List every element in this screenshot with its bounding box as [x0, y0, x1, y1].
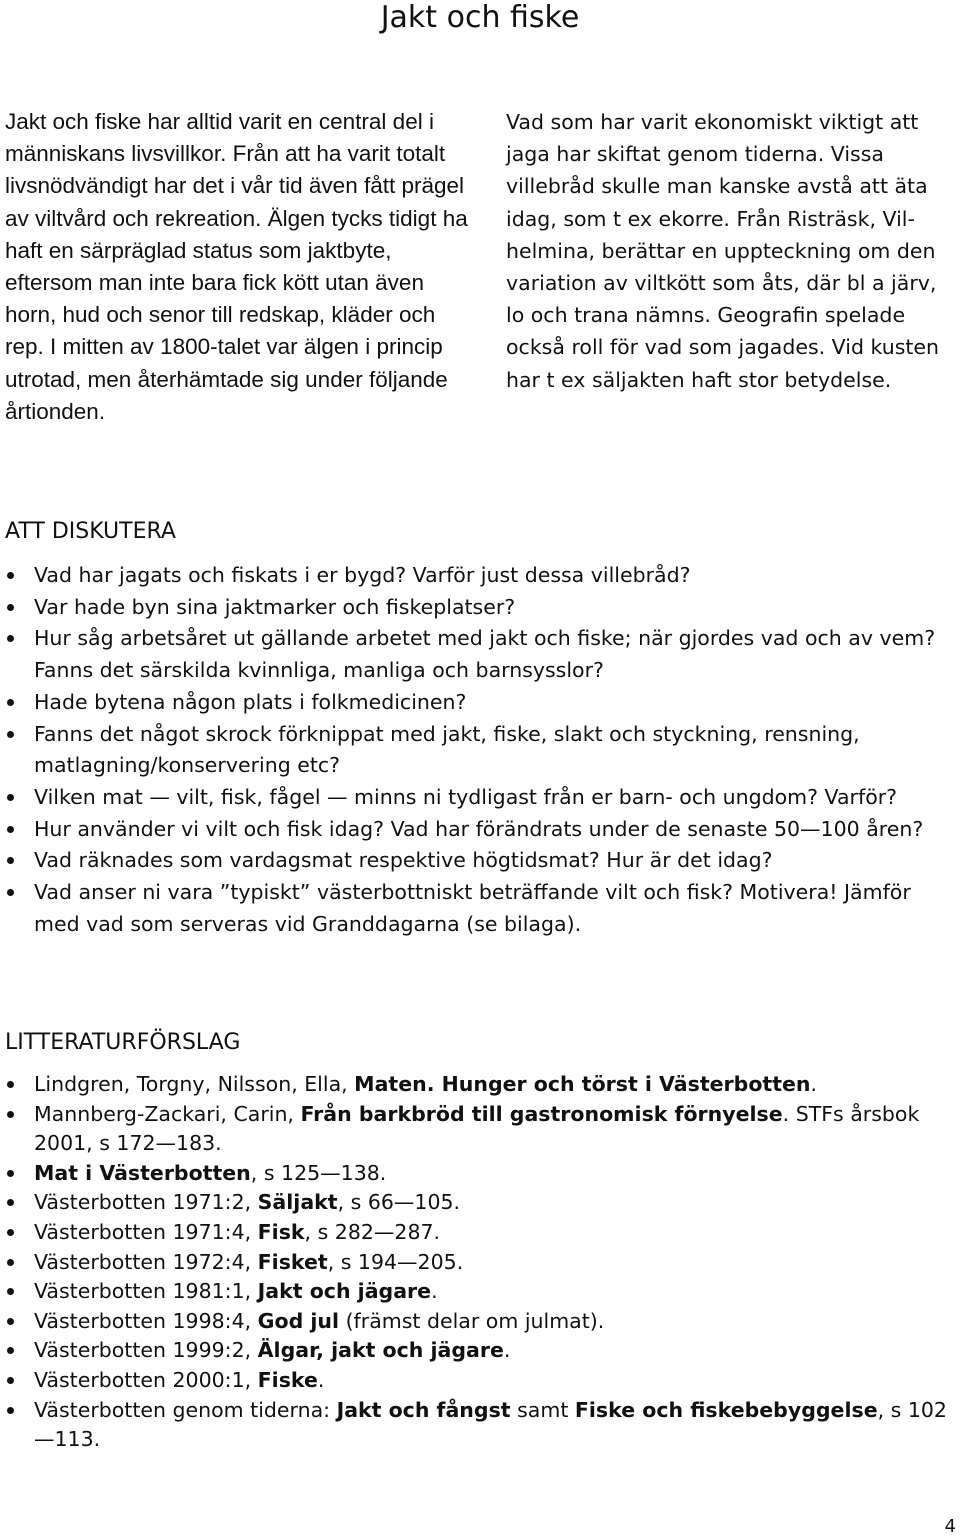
literature-author: Lindgren, Torgny, Nilsson, Ella,	[34, 1072, 355, 1096]
literature-list	[5, 1070, 955, 1455]
literature-title: Säljakt	[257, 1190, 338, 1215]
literature-details: .	[810, 1072, 818, 1096]
literature-author: Mannberg-Zackari, Carin,	[34, 1101, 301, 1126]
intro-right-paragraph	[506, 106, 958, 396]
literature-title: Fiske	[257, 1367, 318, 1392]
literature-details-secondary: , s 102—113.	[34, 1397, 947, 1452]
literature-title: God jul	[257, 1308, 340, 1333]
literature-item	[5, 1159, 955, 1189]
literature-details: .	[503, 1338, 511, 1363]
literature-author: Västerbotten 1981:1,	[34, 1279, 258, 1304]
literature-author: Västerbotten 2000:1,	[34, 1367, 258, 1392]
literature-author: Västerbotten 1972:4,	[34, 1249, 258, 1274]
literature-item	[5, 1307, 955, 1337]
literature-title: Jakt och jägare	[257, 1279, 432, 1304]
literature-details: (främst delar om julmat).	[339, 1308, 605, 1333]
literature-details: .	[431, 1279, 438, 1304]
literature-item	[5, 1188, 955, 1218]
page-title: Jakt och fiske	[380, 0, 580, 35]
literature-title-secondary: Fiske och fiskebebyggelse	[574, 1397, 878, 1422]
intro-right-text-b: helmina, berättar en uppteckning om den variation av viltkött som åts, där bl a järv, lo och trana nämns. Geografin spelade också roll för vad som jagades. Vid kusten har t ex säljakten haft stor betydelse.	[506, 238, 940, 392]
intro-left-paragraph: Jakt och fiske har alltid varit en central del i människans livsvillkor. Från att ha varit totalt livsnödvändigt har det i vår tid även fått prägel av viltvård och rekreation. Älgen tycks tidigt ha haft en särpräglad status som jaktbyte, eftersom man inte bara fick kött utan även horn, hud och senor till redskap, kläder och rep. I mitten av 1800-talet var älgen i princip utrotad, men återhämtade sig under följande årtionden.	[5, 109, 468, 424]
discussion-list	[5, 560, 955, 940]
literature-details: samt	[510, 1397, 575, 1422]
literature-item	[5, 1248, 955, 1278]
literature-author: Västerbotten 1998:4,	[34, 1308, 258, 1333]
discussion-question: Vad räknades som vardagsmat respektive högtidsmat? Hur är det idag?	[5, 845, 955, 877]
literature-details: , s 66—105.	[337, 1190, 461, 1215]
literature-author: Västerbotten genom tiderna:	[34, 1397, 337, 1422]
literature-author: Västerbotten 1971:4,	[34, 1219, 258, 1244]
literature-details: , s 194—205.	[327, 1249, 464, 1274]
literature-title: Maten. Hunger och törst i Västerbotten	[354, 1072, 811, 1096]
literature-title: Från barkbröd till gastronomisk förnyelse	[300, 1101, 783, 1126]
literature-heading: LITTERATURFÖRSLAG	[5, 1030, 241, 1055]
discussion-question: Hur såg arbetsåret ut gällande arbetet med jakt och fiske; när gjordes vad och av vem? Fanns det särskilda kvinnliga, manliga och barnsysslor?	[5, 623, 955, 686]
literature-details: , s 282—287.	[304, 1219, 441, 1244]
discussion-question: Fanns det något skrock förknippat med jakt, fiske, slakt och styckning, rensning, matlagning/konservering etc?	[5, 719, 955, 782]
literature-title: Fisket	[257, 1249, 328, 1274]
literature-item	[5, 1277, 955, 1307]
literature-author: Västerbotten 1999:2,	[34, 1338, 258, 1363]
literature-item	[5, 1070, 955, 1100]
page-number: 4	[944, 1516, 956, 1537]
discussion-heading: ATT DISKUTERA	[5, 519, 176, 544]
literature-details: .	[317, 1367, 325, 1392]
literature-item	[5, 1366, 955, 1396]
literature-author: Västerbotten 1971:2,	[34, 1190, 258, 1215]
discussion-question: Vilken mat — vilt, fisk, fågel — minns ni tydligast från er barn- och ungdom? Varför?	[5, 782, 955, 814]
literature-item	[5, 1396, 955, 1455]
literature-title: Fisk	[257, 1219, 305, 1244]
discussion-question: Vad har jagats och fiskats i er bygd? Varför just dessa villebråd?	[5, 560, 955, 592]
literature-title: Älgar, jakt och jägare	[257, 1338, 504, 1363]
literature-details: . STFs årsbok 2001, s 172—183.	[34, 1101, 920, 1156]
discussion-question: Var hade byn sina jaktmarker och fiskeplatser?	[5, 592, 955, 624]
discussion-question: Vad anser ni vara ”typiskt” västerbottniskt beträffande vilt och fisk? Motivera! Jämför med vad som serveras vid Granddagarna (se bilaga).	[5, 877, 955, 940]
literature-details: , s 125—138.	[250, 1160, 387, 1185]
discussion-question: Hade bytena någon plats i folkmedicinen?	[5, 687, 955, 719]
literature-title: Jakt och fångst	[336, 1397, 511, 1422]
intro-right-text-a: Vad som har varit ekonomiskt viktigt att jaga har skiftat genom tiderna. Vissa villebråd skulle man kanske avstå att äta idag, som t ex ekorre. Från Risträsk, Vil-	[506, 110, 928, 231]
literature-item	[5, 1100, 955, 1159]
literature-item	[5, 1218, 955, 1248]
literature-title: Mat i Västerbotten	[34, 1160, 251, 1185]
literature-item	[5, 1336, 955, 1366]
discussion-question: Hur använder vi vilt och fisk idag? Vad har förändrats under de senaste 50—100 åren?	[5, 814, 955, 846]
